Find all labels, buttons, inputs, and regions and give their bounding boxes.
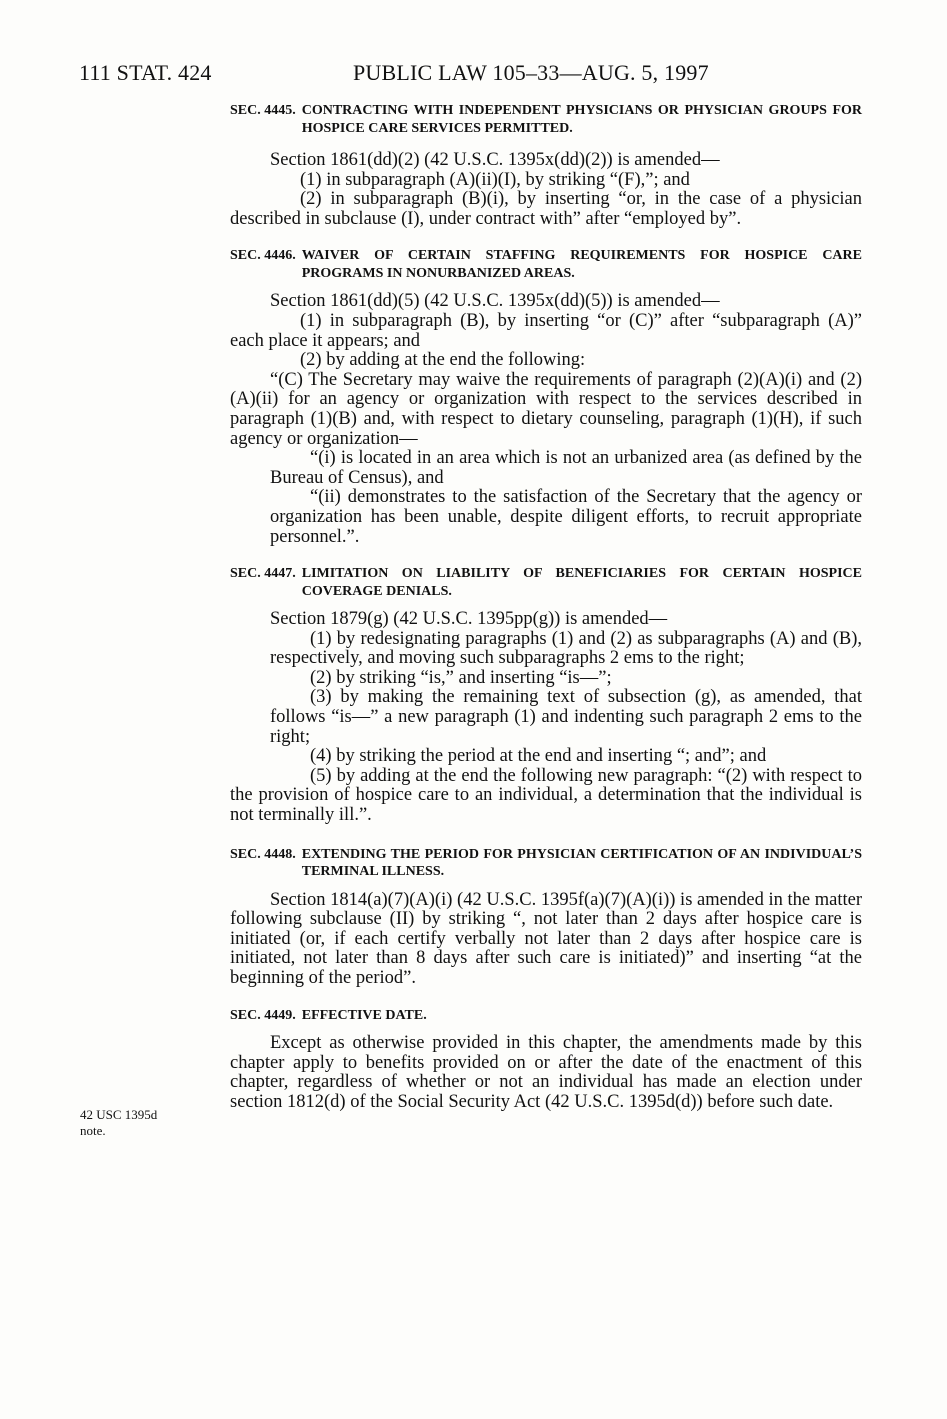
- paragraph: Except as otherwise provided in this chapter, the amendments made by this chapter apply to benefits provided on or after the date of the enactment of this chapter, regardless of whether or not an individual has made an election under section 1812(d) of the Social Security Act (42 U.S.C. 1395d(d)) before such date.: [230, 1033, 862, 1112]
- section-title: EFFECTIVE DATE.: [301, 1007, 427, 1023]
- section-heading: [230, 565, 862, 600]
- paragraph: (1) in subparagraph (A)(ii)(I), by striking “(F),”; and: [300, 169, 690, 190]
- paragraph: Section 1879(g) (42 U.S.C. 1395pp(g)) is amended—: [270, 609, 668, 630]
- section-number: SEC. 4446.: [230, 248, 296, 264]
- section-heading: [230, 1007, 862, 1025]
- margin-note-line: 42 USC 1395d: [80, 1107, 158, 1122]
- text-column: [230, 102, 862, 1112]
- paragraph: (2) by adding at the end the following:: [300, 350, 586, 371]
- section-heading: [230, 846, 862, 881]
- paragraph: (1) by redesignating paragraphs (1) and (2) as subparagraphs (A) and (B), respectively, and moving such subparagraphs 2 ems to the right;: [270, 628, 862, 669]
- paragraph: (2) in subparagraph (B)(i), by inserting “or, in the case of a physician described in subclause (I), under contract with” after “employed by”.: [230, 189, 862, 229]
- section-title: LIMITATION ON LIABILITY OF BENEFICIARIES FOR CERTAIN HOSPICE COVERAGE DENIALS.: [301, 566, 862, 599]
- paragraph: (1) in subparagraph (B), by inserting “or (C)” after “subparagraph (A)” each place it appears; and: [230, 310, 862, 351]
- paragraph: Section 1861(dd)(2) (42 U.S.C. 1395x(dd)(2)) is amended—: [270, 150, 720, 170]
- section-title: EXTENDING THE PERIOD FOR PHYSICIAN CERTIFICATION OF AN INDIVIDUAL’S TERMINAL ILLNESS.: [301, 846, 862, 880]
- paragraph: Section 1861(dd)(5) (42 U.S.C. 1395x(dd)(5)) is amended—: [270, 291, 720, 312]
- paragraph: (3) by making the remaining text of subsection (g), as amended, that follows “is—” a new paragraph (1) and indenting such paragraph 2 ems to the right;: [270, 687, 862, 747]
- paragraph: “(i) is located in an area which is not an urbanized area (as defined by the Bureau of Census), and: [270, 448, 862, 488]
- margin-note: [80, 1107, 210, 1139]
- section-number: SEC. 4447.: [230, 566, 296, 582]
- running-head: PUBLIC LAW 105–33—AUG. 5, 1997: [353, 60, 709, 85]
- section-title: CONTRACTING WITH INDEPENDENT PHYSICIANS OR PHYSICIAN GROUPS FOR HOSPICE CARE SERVICES PERMITTED.: [301, 103, 862, 136]
- section-heading: [230, 247, 862, 282]
- section-number: SEC. 4445.: [230, 103, 296, 118]
- paragraph: (4) by striking the period at the end and inserting “; and”; and: [310, 746, 767, 767]
- section-number: SEC. 4449.: [230, 1007, 296, 1023]
- paragraph: (5) by adding at the end the following new paragraph: “(2) with respect to the provision of hospice care to an individual, a determination that the individual is not terminally ill.”.: [230, 765, 862, 826]
- statute-page-number: 111 STAT. 424: [79, 60, 212, 85]
- paragraph: Section 1814(a)(7)(A)(i) (42 U.S.C. 1395f(a)(7)(A)(i)) is amended in the matter following subclause (II) by striking “, not later than 2 days after hospice care is initiated (or, if each certify verbally not later than 2 days after hospice care is initiated, not later than 8 days after such care is initiated)” and inserting “at the beginning of the period”.: [230, 889, 862, 988]
- section-number: SEC. 4448.: [230, 846, 296, 862]
- margin-note-line: note.: [80, 1123, 106, 1138]
- paragraph: “(C) The Secretary may waive the requirements of paragraph (2)(A)(i) and (2)(A)(ii) for an agency or organization with respect to the services described in paragraph (1)(B) and, with respect to dietary counseling, paragraph (1)(H), if such agency or organization—: [230, 369, 862, 449]
- section-title: WAIVER OF CERTAIN STAFFING REQUIREMENTS FOR HOSPICE CARE PROGRAMS IN NONURBANIZED AREAS.: [301, 248, 862, 281]
- section-heading: [230, 102, 862, 137]
- paragraph: (2) by striking “is,” and inserting “is—”;: [310, 667, 612, 688]
- paragraph: “(ii) demonstrates to the satisfaction of the Secretary that the agency or organization has been unable, despite diligent efforts, to recruit appropriate personnel.”.: [270, 487, 862, 547]
